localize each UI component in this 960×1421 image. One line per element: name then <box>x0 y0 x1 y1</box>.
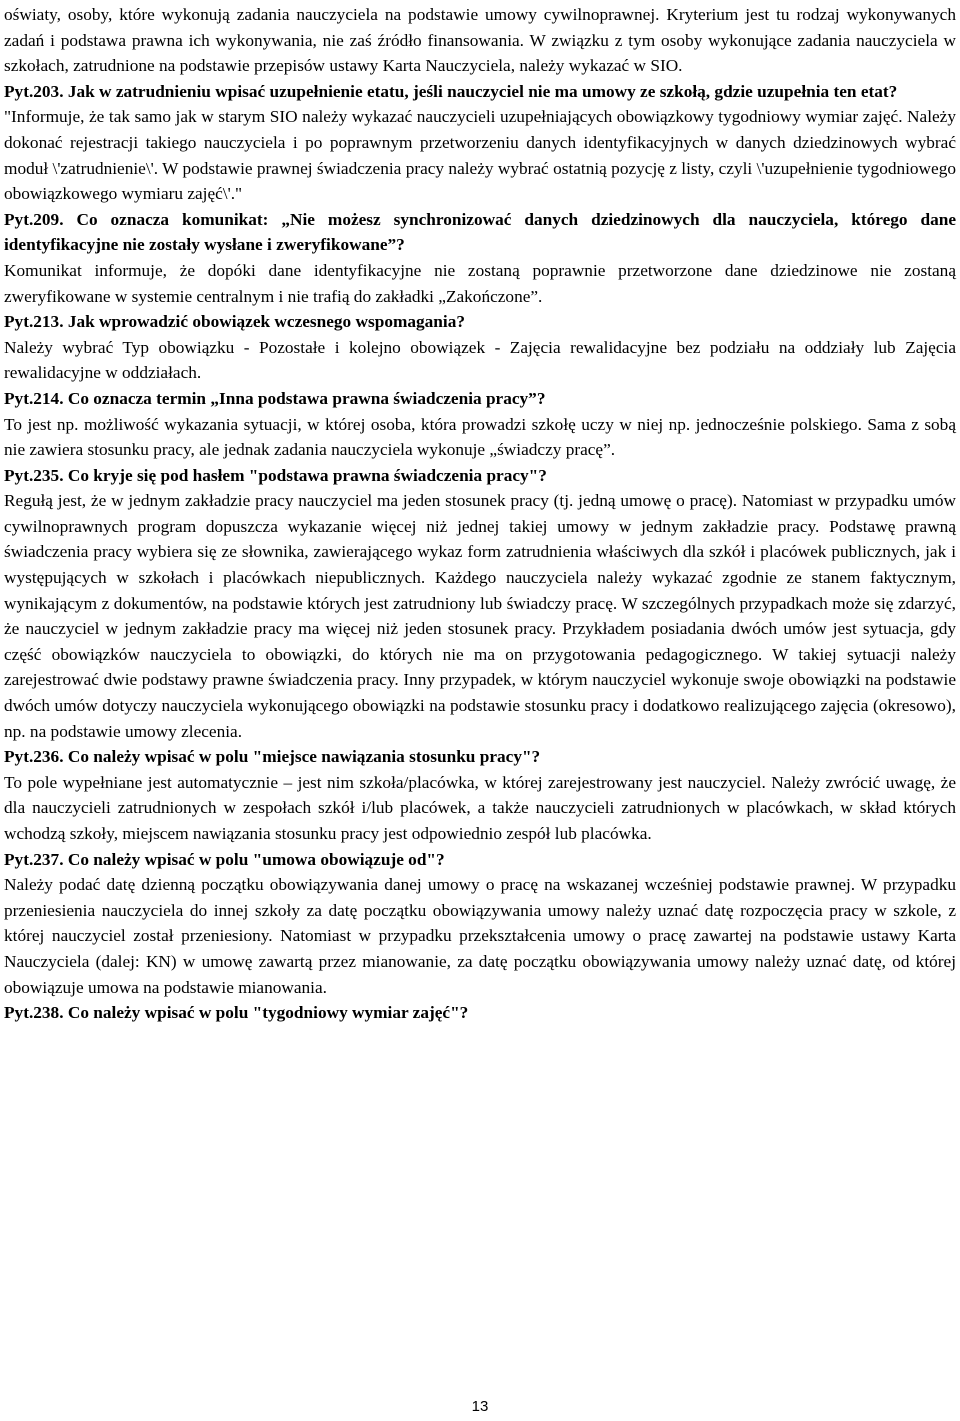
question-heading: Pyt.209. Co oznacza komunikat: „Nie możesz synchronizować danych dziedzinowych dla nauczyciela, którego dane identyfikacyjne nie zostały wysłane i zweryfikowane”? <box>4 209 956 255</box>
paragraph: Komunikat informuje, że dopóki dane identyfikacyjne nie zostaną poprawnie przetworzone dane dziedzinowe nie zostaną zweryfikowane w systemie centralnym i nie trafią do zakładki „Zakończone”. <box>4 260 956 306</box>
paragraph: oświaty, osoby, które wykonują zadania nauczyciela na podstawie umowy cywilnoprawnej. Kryterium jest tu rodzaj wykonywanych zadań i podstawa prawna ich wykonywania, nie zaś źródło finansowania. W związku z tym osoby wykonujące zadania nauczyciela w szkołach, zatrudnione na podstawie przepisów ustawy Karta Nauczyciela, należy wykazać w SIO. <box>4 5 956 76</box>
page-number: 13 <box>471 1398 489 1415</box>
document-body <box>4 2 956 1026</box>
question-heading: Pyt.203. Jak w zatrudnieniu wpisać uzupełnienie etatu, jeśli nauczyciel nie ma umowy ze szkołą, gdzie uzupełnia ten etat? <box>4 81 898 101</box>
paragraph: Należy podać datę dzienną początku obowiązywania danej umowy o pracę na wskazanej wcześniej podstawie prawnej. W przypadku przeniesienia nauczyciela do innej szkoły za datę początku obowiązywania umowy należy uznać datę rozpoczęcia pracy w szkole, z której nauczyciel został przeniesiony. Natomiast w przypadku przekształcenia umowy o pracę zawartej na podstawie ustawy Karta Nauczyciela (dalej: KN) w umowę zawartą przez mianowanie, za datę początku obowiązywania umowy należy uznać datę, od której obowiązuje umowa na podstawie mianowania. <box>4 875 956 997</box>
paragraph: Należy wybrać Typ obowiązku - Pozostałe i kolejno obowiązek - Zajęcia rewalidacyjne bez podziału na oddziały lub Zajęcia rewalidacyjne w oddziałach. <box>4 337 956 383</box>
question-heading: Pyt.236. Co należy wpisać w polu "miejsce nawiązania stosunku pracy"? <box>4 747 541 767</box>
question-heading: Pyt.213. Jak wprowadzić obowiązek wczesnego wspomagania? <box>4 312 465 332</box>
question-heading: Pyt.214. Co oznacza termin „Inna podstawa prawna świadczenia pracy”? <box>4 388 546 408</box>
paragraph: "Informuje, że tak samo jak w starym SIO należy wykazać nauczycieli uzupełniających obowiązkowy tygodniowy wymiar zajęć. Należy dokonać rejestracji takiego nauczyciela i po poprawnym przetworzeniu danych identyfikacyjnych w danych dziedzinowych wybrać moduł \'zatrudnienie\'. W podstawie prawnej świadczenia pracy należy wybrać ostatnią pozycję z listy, czyli \'uzupełnienie tygodniowego obowiązkowego wymiaru zajęć\'." <box>4 107 956 204</box>
paragraph: To jest np. możliwość wykazania sytuacji, w której osoba, która prowadzi szkołę uczy w niej np. jednocześnie polskiego. Sama z sobą nie zawiera stosunku pracy, ale jednak zadania nauczyciela wykonuje „świadczy pracę”. <box>4 414 956 460</box>
question-heading: Pyt.238. Co należy wpisać w polu "tygodniowy wymiar zajęć"? <box>4 1003 469 1023</box>
paragraph: Regułą jest, że w jednym zakładzie pracy nauczyciel ma jeden stosunek pracy (tj. jedną umowę o pracę). Natomiast w przypadku umów cywilnoprawnych program dopuszcza wykazanie więcej niż jednej takiej umowy w jednym zakładzie pracy. Podstawę prawną świadczenia pracy wybiera się ze słownika, zawierającego wykaz form zatrudnienia właściwych dla szkół i placówek publicznych, jak i występujących w szkołach i placówkach niepublicznych. Każdego nauczyciela należy wykazać zgodnie ze stanem faktycznym, wynikającym z dokumentów, na podstawie których jest zatrudniony lub świadczy pracę. W szczególnych przypadkach może się zdarzyć, że nauczyciel w jednym zakładzie pracy ma więcej niż jeden stosunek pracy. Przykładem posiadania dwóch umów jest sytuacja, gdy część obowiązków nauczyciela to obowiązki, do których nie ma on przygotowania pedagogicznego. W takiej sytuacji należy zarejestrować dwie podstawy prawne świadczenia pracy. Inny przypadek, w którym nauczyciel wykonuje swoje obowiązki na podstawie dwóch umów dotyczy nauczyciela wykonującego obowiązki na podstawie stosunku pracy i dodatkowo realizującego zajęcia (okresowo), np. na podstawie umowy zlecenia. <box>4 491 956 741</box>
question-heading: Pyt.235. Co kryje się pod hasłem "podstawa prawna świadczenia pracy"? <box>4 465 547 485</box>
question-heading: Pyt.237. Co należy wpisać w polu "umowa obowiązuje od"? <box>4 849 445 869</box>
paragraph: To pole wypełniane jest automatycznie – jest nim szkoła/placówka, w której zarejestrowany jest nauczyciel. Należy zwrócić uwagę, że dla nauczycieli zatrudnionych w zespołach szkół i/lub placówek, a także nauczycieli zatrudnionych w placówkach, w skład których wchodzą szkoły, miejscem nawiązania stosunku pracy jest odpowiednio zespół lub placówka. <box>4 772 956 843</box>
